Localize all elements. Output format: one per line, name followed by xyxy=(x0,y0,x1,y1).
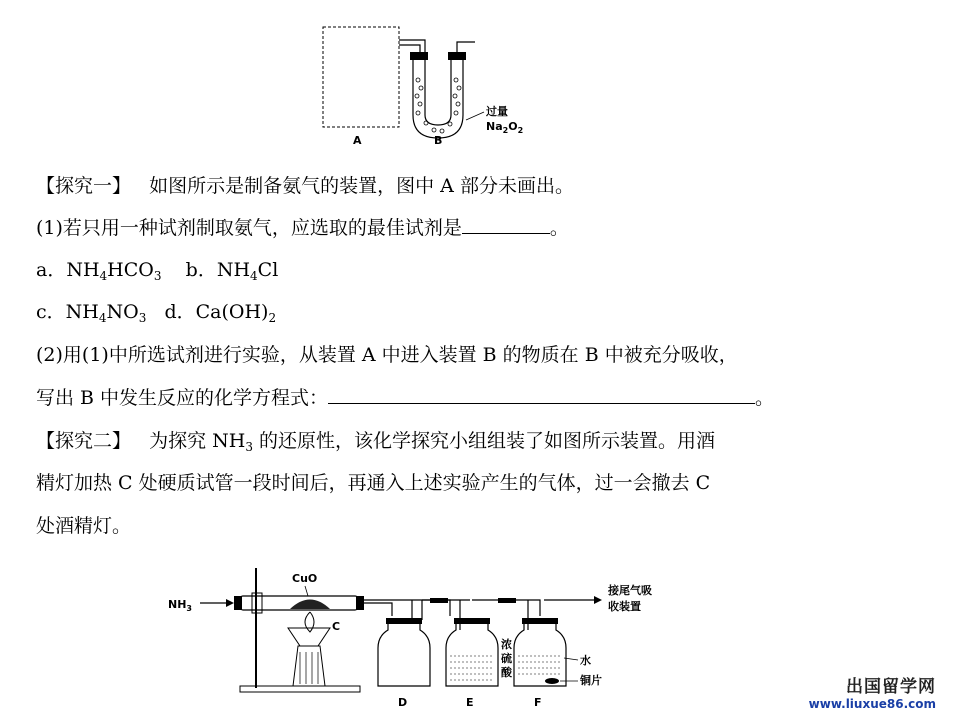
label-acid-2: 硫 xyxy=(501,652,512,665)
answer-blank-1[interactable] xyxy=(462,216,550,234)
cuo-sample xyxy=(290,600,330,610)
label-acid-3: 酸 xyxy=(501,666,512,679)
label-c: C xyxy=(332,620,341,633)
label-f: F xyxy=(534,696,542,709)
apparatus-a-placeholder xyxy=(323,27,399,127)
option-c: c．$NH_4NO_3$ xyxy=(36,301,147,325)
label-na2o2: $Na_2O_2$ xyxy=(486,120,524,135)
options-cd xyxy=(36,300,276,324)
q1-text: (1)若只用一种试剂制取氨气，应选取的最佳试剂是 xyxy=(36,217,462,239)
explore1-head: 【探究一】 xyxy=(36,175,132,197)
answer-blank-2[interactable] xyxy=(328,386,755,404)
figure-1-apparatus xyxy=(300,20,540,155)
watermark-url: www.liuxue86.com xyxy=(808,697,936,711)
explore2-line2: 精灯加热 C 处硬质试管一段时间后，再通入上述实验产生的气体，过一会撤去 C xyxy=(36,472,711,494)
copper-piece xyxy=(545,678,559,684)
option-a: a．$NH_4HCO_3$ xyxy=(36,259,162,283)
watermark-logo xyxy=(809,672,936,711)
label-water: 水 xyxy=(580,654,591,667)
label-tail-1: 接尾气吸 xyxy=(608,584,652,597)
watermark-title: 出国留学网 xyxy=(846,677,936,697)
question-2-line1: (2)用(1)中所选试剂进行实验，从装置 A 中进入装置 B 的物质在 B 中被充分吸收， xyxy=(36,344,738,366)
label-d: D xyxy=(398,696,408,709)
question-2-line2: 写出 B 中发生反应的化学方程式： 。 xyxy=(36,387,775,409)
u-tube xyxy=(413,60,463,138)
q1-end: 。 xyxy=(549,217,569,239)
label-a: A xyxy=(353,134,362,147)
label-nh3: $NH_3$ xyxy=(168,598,192,613)
question-1 xyxy=(36,216,569,240)
option-d: d．$Ca(OH)_2$ xyxy=(164,301,277,325)
label-e: E xyxy=(466,696,474,709)
alcohol-lamp xyxy=(293,646,325,686)
explore2-line3: 处酒精灯。 xyxy=(36,515,132,537)
figure-2-apparatus xyxy=(160,560,720,710)
bottle-d xyxy=(378,622,430,686)
label-copper: 铜片 xyxy=(580,674,602,687)
label-acid-1: 浓 xyxy=(501,638,512,651)
bottle-f xyxy=(514,622,566,686)
bottle-e xyxy=(446,622,498,686)
explore1-text: 如图所示是制备氨气的装置，图中 A 部分未画出。 xyxy=(149,175,574,197)
label-cuo: CuO xyxy=(292,572,318,585)
options-ab xyxy=(36,258,278,282)
explore2-head: 【探究二】 xyxy=(36,430,132,452)
option-b: b．$NH_4Cl$ xyxy=(185,259,279,283)
label-b: B xyxy=(434,134,443,147)
label-reagent: 过量 xyxy=(486,105,508,118)
explore2-line1: 【探究二】 为探究 $NH_3$ 的还原性，该化学探究小组组装了如图所示装置。用酒 xyxy=(36,430,716,454)
label-tail-2: 收装置 xyxy=(608,600,641,613)
explore1-line xyxy=(36,174,574,198)
